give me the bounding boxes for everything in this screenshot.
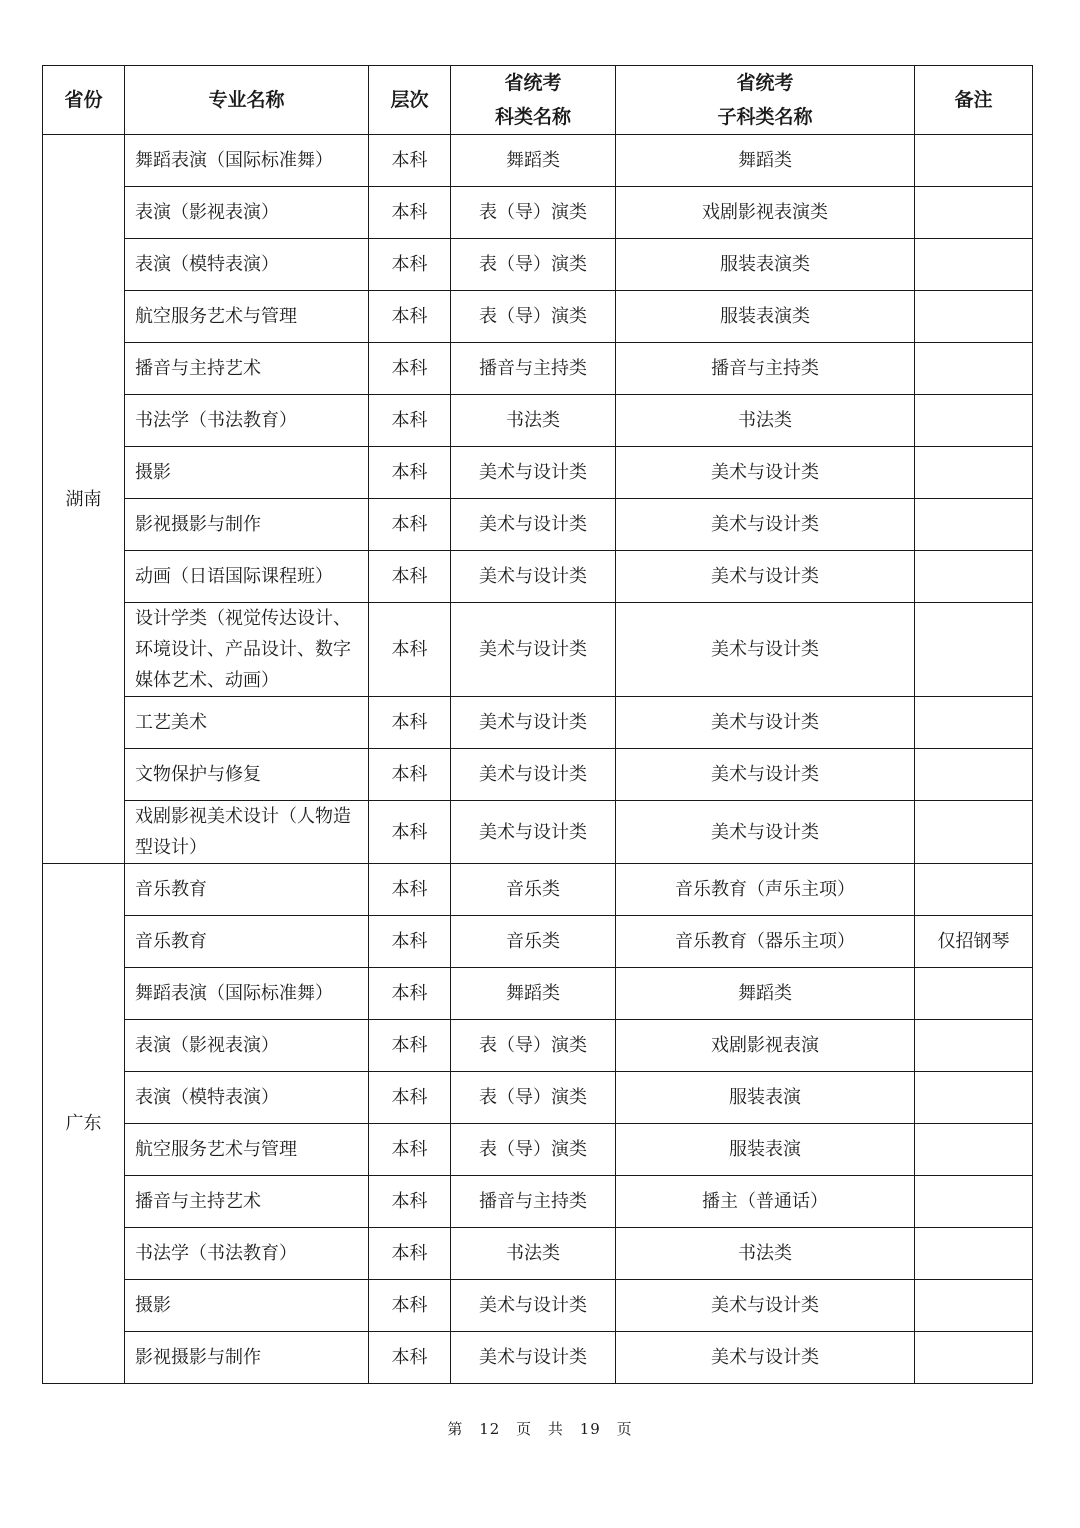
remark-cell [915,499,1033,551]
subcategory-cell: 播主（普通话） [616,1176,915,1228]
category-cell: 表（导）演类 [451,187,616,239]
remark-cell [915,187,1033,239]
remark-cell [915,749,1033,801]
header-subcategory-line1: 省统考 [736,72,794,94]
table-row [43,1124,1033,1176]
level-cell: 本科 [369,916,451,968]
level-cell: 本科 [369,1176,451,1228]
category-cell: 美术与设计类 [451,1332,616,1384]
major-cell: 文物保护与修复 [125,749,369,801]
category-cell: 表（导）演类 [451,239,616,291]
level-cell: 本科 [369,1228,451,1280]
major-cell: 航空服务艺术与管理 [125,1124,369,1176]
table-row [43,1228,1033,1280]
table-row [43,801,1033,864]
major-cell: 摄影 [125,1280,369,1332]
footer-page-word: 页 [516,1420,533,1438]
subcategory-cell: 书法类 [616,1228,915,1280]
major-cell: 设计学类（视觉传达设计、环境设计、产品设计、数字媒体艺术、动画） [125,603,369,697]
category-cell: 表（导）演类 [451,291,616,343]
category-cell: 书法类 [451,395,616,447]
level-cell: 本科 [369,1124,451,1176]
footer-total-pages: 19 [579,1420,601,1438]
level-cell: 本科 [369,1072,451,1124]
table-row [43,343,1033,395]
header-remark: 备注 [915,66,1033,135]
major-cell: 音乐教育 [125,864,369,916]
table-row [43,864,1033,916]
footer-current-page: 12 [479,1420,501,1438]
remark-cell [915,1228,1033,1280]
table-row [43,603,1033,697]
admissions-table [42,65,1033,1384]
major-cell: 表演（模特表演） [125,239,369,291]
level-cell: 本科 [369,968,451,1020]
level-cell: 本科 [369,603,451,697]
header-level: 层次 [369,66,451,135]
category-cell: 播音与主持类 [451,1176,616,1228]
subcategory-cell: 戏剧影视表演 [616,1020,915,1072]
table-row [43,551,1033,603]
table-row [43,968,1033,1020]
subcategory-cell: 服装表演类 [616,291,915,343]
header-subcategory-line2: 子科类名称 [717,106,813,128]
remark-cell [915,864,1033,916]
level-cell: 本科 [369,801,451,864]
header-category [451,66,616,135]
category-cell: 美术与设计类 [451,1280,616,1332]
major-cell: 戏剧影视美术设计（人物造型设计） [125,801,369,864]
subcategory-cell: 音乐教育（声乐主项） [616,864,915,916]
remark-cell: 仅招钢琴 [915,916,1033,968]
category-cell: 美术与设计类 [451,697,616,749]
level-cell: 本科 [369,1280,451,1332]
subcategory-cell: 服装表演 [616,1072,915,1124]
level-cell: 本科 [369,1020,451,1072]
major-cell: 书法学（书法教育） [125,1228,369,1280]
remark-cell [915,697,1033,749]
subcategory-cell: 美术与设计类 [616,603,915,697]
subcategory-cell: 音乐教育（器乐主项） [616,916,915,968]
major-cell: 动画（日语国际课程班） [125,551,369,603]
major-cell: 摄影 [125,447,369,499]
subcategory-cell: 美术与设计类 [616,1332,915,1384]
category-cell: 表（导）演类 [451,1020,616,1072]
page-number-footer [0,1418,1080,1439]
table-row [43,1280,1033,1332]
remark-cell [915,1124,1033,1176]
major-cell: 表演（影视表演） [125,1020,369,1072]
major-cell: 影视摄影与制作 [125,1332,369,1384]
major-cell: 书法学（书法教育） [125,395,369,447]
level-cell: 本科 [369,499,451,551]
category-cell: 表（导）演类 [451,1124,616,1176]
table-row [43,499,1033,551]
subcategory-cell: 播音与主持类 [616,343,915,395]
remark-cell [915,1020,1033,1072]
header-province: 省份 [43,66,125,135]
remark-cell [915,395,1033,447]
level-cell: 本科 [369,447,451,499]
level-cell: 本科 [369,395,451,447]
subcategory-cell: 服装表演 [616,1124,915,1176]
table-row [43,187,1033,239]
level-cell: 本科 [369,749,451,801]
subcategory-cell: 美术与设计类 [616,697,915,749]
remark-cell [915,447,1033,499]
table-row [43,395,1033,447]
header-category-line2: 科类名称 [494,106,571,128]
category-cell: 美术与设计类 [451,499,616,551]
category-cell: 音乐类 [451,916,616,968]
remark-cell [915,1332,1033,1384]
remark-cell [915,1280,1033,1332]
remark-cell [915,801,1033,864]
major-cell: 表演（模特表演） [125,1072,369,1124]
category-cell: 播音与主持类 [451,343,616,395]
level-cell: 本科 [369,697,451,749]
table-row [43,916,1033,968]
footer-total-word: 共 [547,1420,564,1438]
remark-cell [915,1176,1033,1228]
header-major: 专业名称 [125,66,369,135]
major-cell: 播音与主持艺术 [125,1176,369,1228]
level-cell: 本科 [369,343,451,395]
subcategory-cell: 戏剧影视表演类 [616,187,915,239]
category-cell: 表（导）演类 [451,1072,616,1124]
category-cell: 音乐类 [451,864,616,916]
footer-prefix: 第 [447,1420,464,1438]
level-cell: 本科 [369,291,451,343]
category-cell: 美术与设计类 [451,551,616,603]
major-cell: 舞蹈表演（国际标准舞） [125,968,369,1020]
major-cell: 舞蹈表演（国际标准舞） [125,135,369,187]
category-cell: 美术与设计类 [451,801,616,864]
table-row [43,135,1033,187]
remark-cell [915,135,1033,187]
major-cell: 表演（影视表演） [125,187,369,239]
major-cell: 航空服务艺术与管理 [125,291,369,343]
header-subcategory [616,66,915,135]
remark-cell [915,291,1033,343]
category-cell: 美术与设计类 [451,447,616,499]
remark-cell [915,551,1033,603]
subcategory-cell: 舞蹈类 [616,968,915,1020]
category-cell: 美术与设计类 [451,749,616,801]
subcategory-cell: 舞蹈类 [616,135,915,187]
subcategory-cell: 美术与设计类 [616,801,915,864]
major-cell: 影视摄影与制作 [125,499,369,551]
province-cell-hunan: 湖南 [43,135,125,864]
level-cell: 本科 [369,551,451,603]
level-cell: 本科 [369,187,451,239]
category-cell: 美术与设计类 [451,603,616,697]
category-cell: 舞蹈类 [451,135,616,187]
subcategory-cell: 美术与设计类 [616,1280,915,1332]
table-row [43,239,1033,291]
subcategory-cell: 美术与设计类 [616,447,915,499]
subcategory-cell: 书法类 [616,395,915,447]
remark-cell [915,1072,1033,1124]
level-cell: 本科 [369,239,451,291]
province-cell-guangdong: 广东 [43,864,125,1384]
remark-cell [915,603,1033,697]
major-cell: 音乐教育 [125,916,369,968]
table-row [43,447,1033,499]
category-cell: 舞蹈类 [451,968,616,1020]
footer-suffix: 页 [616,1420,633,1438]
subcategory-cell: 美术与设计类 [616,749,915,801]
major-cell: 工艺美术 [125,697,369,749]
subcategory-cell: 美术与设计类 [616,551,915,603]
table-row [43,1020,1033,1072]
table-row [43,1332,1033,1384]
table-row [43,697,1033,749]
subcategory-cell: 服装表演类 [616,239,915,291]
major-cell: 播音与主持艺术 [125,343,369,395]
header-category-line1: 省统考 [504,72,562,94]
level-cell: 本科 [369,864,451,916]
level-cell: 本科 [369,135,451,187]
category-cell: 书法类 [451,1228,616,1280]
remark-cell [915,343,1033,395]
table-row [43,1072,1033,1124]
header-row [43,66,1033,135]
subcategory-cell: 美术与设计类 [616,499,915,551]
table-row [43,291,1033,343]
remark-cell [915,968,1033,1020]
level-cell: 本科 [369,1332,451,1384]
table-row [43,749,1033,801]
remark-cell [915,239,1033,291]
table-row [43,1176,1033,1228]
